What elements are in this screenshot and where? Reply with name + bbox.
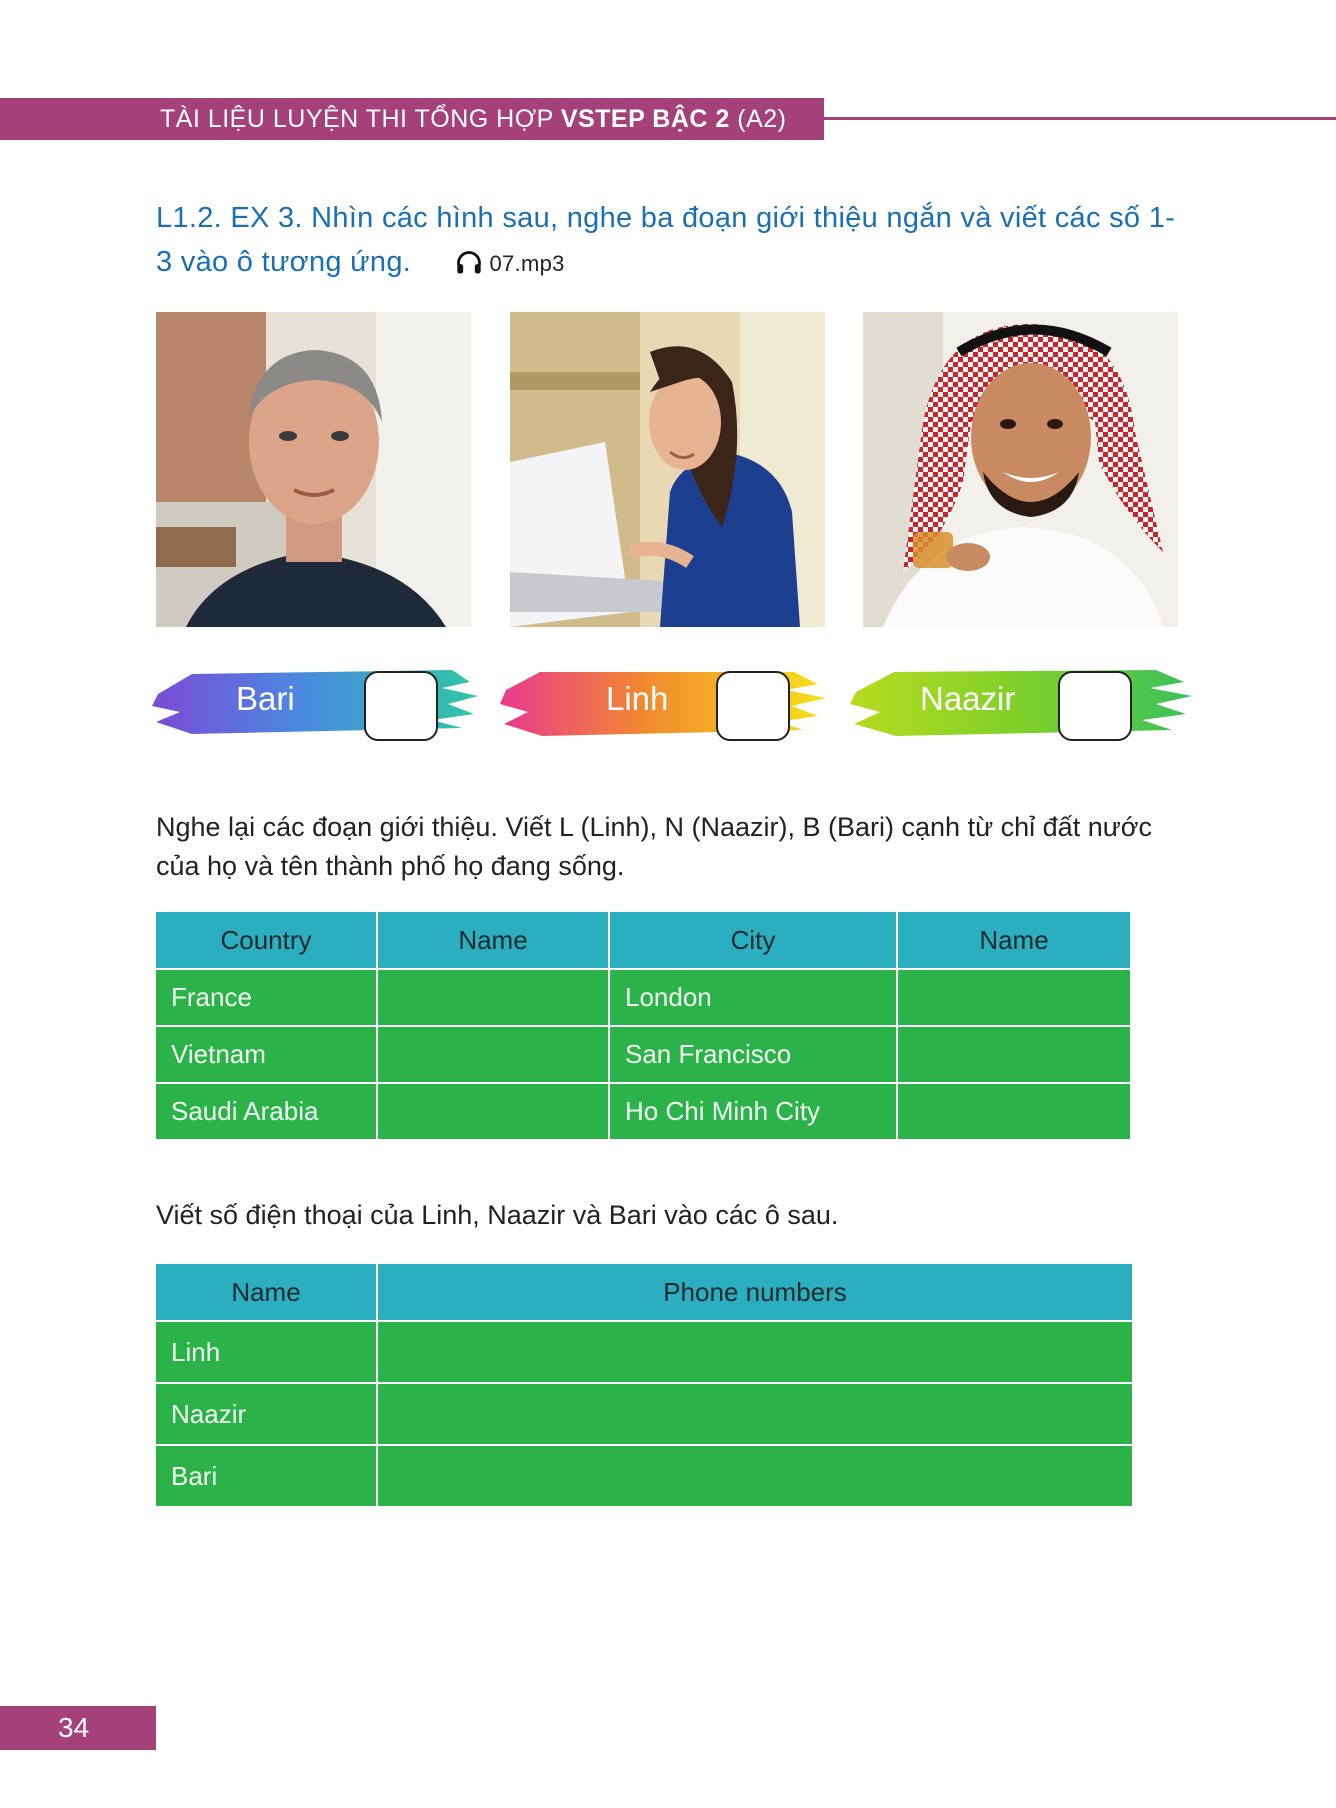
header-phone-numbers: Phone numbers: [377, 1264, 1132, 1321]
name-tag-linh: [498, 660, 828, 744]
table-header-row: [156, 912, 1130, 969]
answer-box-naazir[interactable]: [1058, 671, 1132, 741]
table-row: [156, 1321, 1132, 1383]
photo-naazir: [863, 312, 1178, 627]
header-rule: [824, 117, 1336, 120]
name-label-bari: Bari: [236, 680, 295, 717]
table-row: [156, 969, 1130, 1026]
header-city: City: [609, 912, 897, 969]
table-row: [156, 1445, 1132, 1506]
phone-number-table: [156, 1264, 1132, 1506]
header-name: Name: [156, 1264, 377, 1321]
name-label-naazir: Naazir: [920, 680, 1016, 717]
photo-bari: [156, 312, 471, 627]
header-country: Country: [156, 912, 377, 969]
answer-cell[interactable]: [377, 969, 609, 1026]
answer-cell[interactable]: [377, 1083, 609, 1139]
header-band: [0, 98, 824, 140]
exercise-title: L1.2. EX 3. Nhìn các hình sau, nghe ba đoạn giới thiệu ngắn và viết các số 1-3 vào ô tương ứng. 07.mp3: [156, 202, 1176, 278]
name-tag-bari: [152, 660, 482, 744]
header-name: Name: [377, 912, 609, 969]
table-row: [156, 1083, 1130, 1139]
country-cell: Saudi Arabia: [156, 1083, 377, 1139]
phone-answer-cell[interactable]: [377, 1445, 1132, 1506]
header-title: TÀI LIỆU LUYỆN THI TỔNG HỢP VSTEP BẬC 2 (A2): [160, 104, 787, 133]
answer-cell[interactable]: [897, 1026, 1130, 1083]
answer-cell[interactable]: [897, 969, 1130, 1026]
person-name-cell: Bari: [156, 1445, 377, 1506]
table-row: [156, 1383, 1132, 1445]
person-name-cell: Naazir: [156, 1383, 377, 1445]
country-cell: France: [156, 969, 377, 1026]
name-tag-naazir: [850, 660, 1180, 744]
answer-cell[interactable]: [897, 1083, 1130, 1139]
header-name: Name: [897, 912, 1130, 969]
city-cell: San Francisco: [609, 1026, 897, 1083]
person-name-cell: Linh: [156, 1321, 377, 1383]
answer-box-bari[interactable]: [364, 671, 438, 741]
country-city-table: [156, 912, 1130, 1139]
headphones-icon: [455, 249, 483, 277]
name-label-linh: Linh: [606, 680, 669, 717]
page-number: 34: [0, 1706, 156, 1750]
country-cell: Vietnam: [156, 1026, 377, 1083]
table-row: [156, 1026, 1130, 1083]
photo-linh: [510, 312, 825, 627]
city-cell: Ho Chi Minh City: [609, 1083, 897, 1139]
audio-reference[interactable]: 07.mp3: [455, 251, 564, 276]
phone-answer-cell[interactable]: [377, 1383, 1132, 1445]
city-cell: London: [609, 969, 897, 1026]
instruction-phone: Viết số điện thoại của Linh, Naazir và Bari vào các ô sau.: [156, 1200, 839, 1230]
answer-cell[interactable]: [377, 1026, 609, 1083]
answer-box-linh[interactable]: [716, 671, 790, 741]
table-header-row: [156, 1264, 1132, 1321]
instruction-country-city: Nghe lại các đoạn giới thiệu. Viết L (Linh), N (Naazir), B (Bari) cạnh từ chỉ đất nước của họ và tên thành phố họ đang sống.: [156, 812, 1152, 881]
phone-answer-cell[interactable]: [377, 1321, 1132, 1383]
